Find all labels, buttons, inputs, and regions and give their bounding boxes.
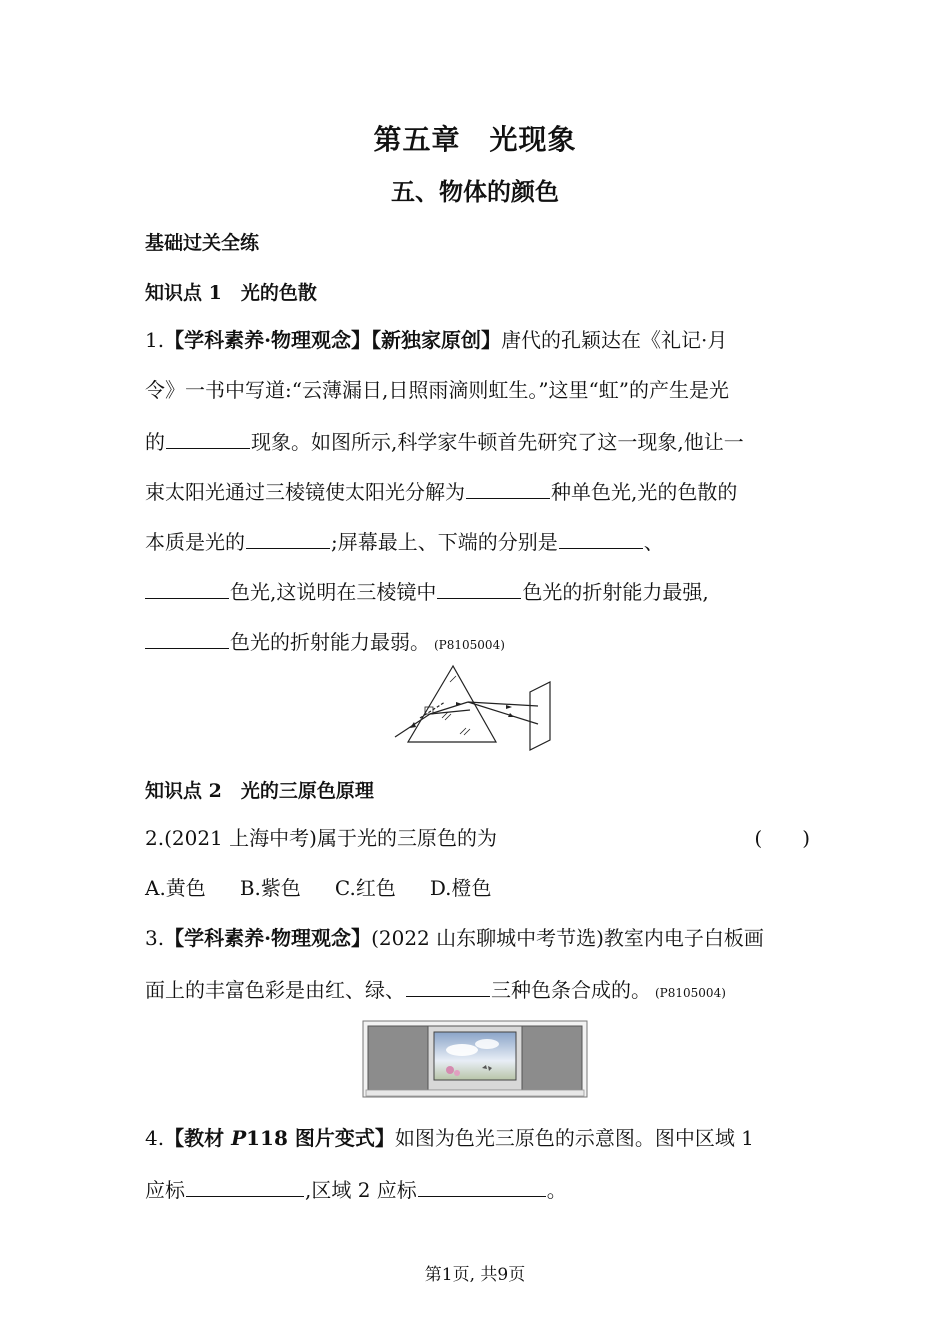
q4-tag-b: 118 图片变式】 xyxy=(246,1126,395,1150)
answer-blank[interactable] xyxy=(186,1174,304,1197)
q3-number: 3. xyxy=(145,926,165,950)
q1-tag-original: 【新独家原创】 xyxy=(371,328,502,352)
q3-code: (P8105004) xyxy=(655,986,726,1000)
q4-text: 应标 xyxy=(145,1178,185,1202)
answer-blank[interactable] xyxy=(418,1174,546,1197)
answer-blank[interactable] xyxy=(166,426,250,449)
q2-option-b[interactable]: B.紫色 xyxy=(239,876,301,900)
q1-text: 唐代的孔颖达在《礼记·月 xyxy=(501,328,728,352)
knowledge-point-1-heading: 知识点 1 光的色散 xyxy=(145,282,317,304)
q1-text: 、 xyxy=(643,530,664,554)
q4-text: ,区域 2 应标 xyxy=(305,1178,417,1202)
q4-line-2 xyxy=(145,1174,810,1202)
q4-tag-a: 【教材 xyxy=(164,1126,232,1150)
q1-number: 1. xyxy=(145,328,165,352)
section-title: 五、物体的颜色 xyxy=(391,177,559,206)
knowledge-point-2-heading: 知识点 2 光的三原色原理 xyxy=(145,780,374,802)
q1-text: 束太阳光通过三棱镜使太阳光分解为 xyxy=(145,480,465,504)
q2-option-d[interactable]: D.橙色 xyxy=(429,876,492,900)
block-heading: 基础过关全练 xyxy=(145,232,260,254)
q3-text: 面上的丰富色彩是由红、绿、 xyxy=(145,978,405,1002)
q2-answer-paren[interactable]: ( ) xyxy=(754,826,810,850)
q1-line-4 xyxy=(145,476,810,504)
q2-option-c[interactable]: C.红色 xyxy=(334,876,396,900)
q1-line-5 xyxy=(145,526,810,554)
q4-text: 如图为色光三原色的示意图。图中区域 1 xyxy=(394,1126,754,1150)
answer-blank[interactable] xyxy=(466,476,550,499)
q1-line-6 xyxy=(145,576,810,604)
answer-blank[interactable] xyxy=(145,626,229,649)
whiteboard-screen xyxy=(434,1032,516,1080)
q1-text: 种单色光,光的色散的 xyxy=(551,480,738,504)
q3-line-1 xyxy=(145,924,810,952)
q1-line-7 xyxy=(145,626,810,654)
q3-line-2 xyxy=(145,974,810,1002)
page-footer: 第1页, 共9页 xyxy=(424,1265,526,1285)
answer-blank[interactable] xyxy=(246,526,330,549)
q4-tag-p: P xyxy=(231,1126,247,1150)
answer-blank[interactable] xyxy=(559,526,643,549)
q2-stem-line xyxy=(145,824,810,852)
q2-options xyxy=(145,874,810,902)
q2-option-a[interactable]: A.黄色 xyxy=(145,876,206,900)
q3-text: (2022 山东聊城中考节选)教室内电子白板画 xyxy=(371,926,764,950)
q1-line-3 xyxy=(145,426,810,454)
q1-text: 现象。如图所示,科学家牛顿首先研究了这一现象,他让一 xyxy=(251,430,744,454)
q3-text: 三种色条合成的。 xyxy=(491,978,651,1002)
q1-line-2: 令》一书中写道:“云薄漏日,日照雨滴则虹生。”这里“虹”的产生是光 xyxy=(145,378,729,402)
q4-text: 。 xyxy=(546,1178,567,1202)
q1-line-1 xyxy=(145,326,810,354)
q3-tag: 【学科素养·物理观念】 xyxy=(164,926,372,950)
q4-line-1 xyxy=(145,1124,810,1152)
answer-blank[interactable] xyxy=(437,576,521,599)
q1-text: ;屏幕最上、下端的分别是 xyxy=(331,530,558,554)
q1-tag-literacy: 【学科素养·物理观念】 xyxy=(164,328,372,352)
q2-stem: 2.(2021 上海中考)属于光的三原色的为 xyxy=(145,826,497,850)
q1-code: (P8105004) xyxy=(434,638,505,652)
q1-text: 的 xyxy=(145,430,165,454)
q4-number: 4. xyxy=(145,1126,165,1150)
q1-text: 本质是光的 xyxy=(145,530,245,554)
q1-text: 色光的折射能力最弱。 xyxy=(230,630,430,654)
chapter-title: 第五章 光现象 xyxy=(373,123,577,156)
prism-dispersion-figure xyxy=(390,662,580,754)
prism-shape xyxy=(408,666,496,742)
q1-text: 色光的折射能力最强, xyxy=(522,580,709,604)
answer-blank[interactable] xyxy=(406,974,490,997)
whiteboard-figure xyxy=(362,1020,588,1098)
q1-text: 色光,这说明在三棱镜中 xyxy=(230,580,437,604)
screen-shape xyxy=(530,682,550,750)
answer-blank[interactable] xyxy=(145,576,229,599)
